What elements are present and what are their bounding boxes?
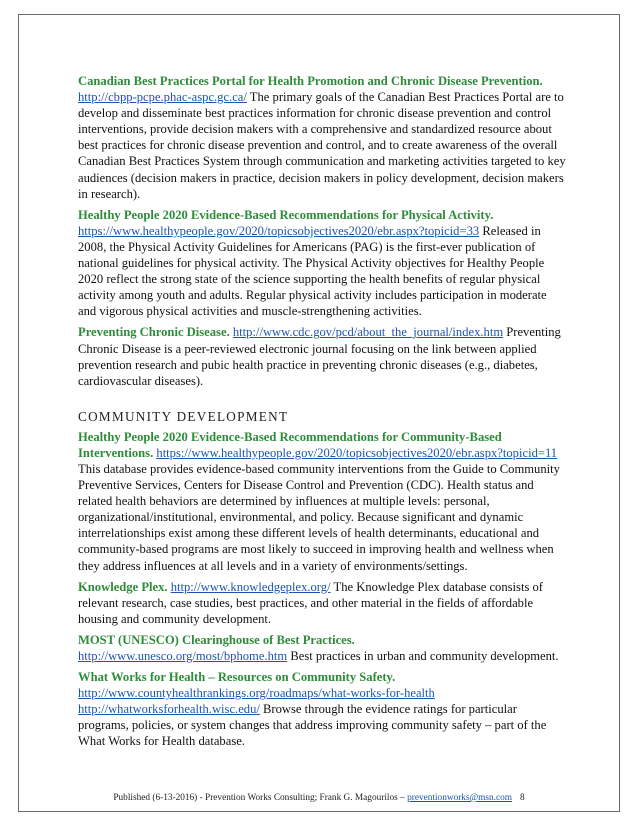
resource-entry-what-works-for-health: What Works for Health – Resources on Community Safety. http://www.countyhealthrankings.org/roadmaps/what-works-for-health http://whatworksforhealth.wisc.edu/ Browse through the evidence ratings for particular programs, policies, or system changes that address improving community safety – part of the What Works for Health database. [78, 670, 547, 749]
document-body [78, 73, 566, 755]
resource-link-secondary[interactable]: http://whatworksforhealth.wisc.edu/ [78, 702, 260, 717]
resource-title: Knowledge Plex [78, 579, 165, 594]
resource-link[interactable]: http://www.cdc.gov/pcd/about_the_journal/index.htm [232, 325, 504, 340]
resource-description: Browse through the evidence ratings for particular programs, policies, or system changes that address improving community safety – part of the What Works for Health database. [78, 702, 547, 749]
resource-entry-hp2020-community: Healthy People 2020 Evidence-Based Recommendations for Community-Based Interventions. https://www.healthypeople.gov/2020/topicsobjectives2020/ebr.aspx?topicid=11 This database provides evidence-based community interventions from the Guide to Community Preventive Services, Centers for Disease Control and Prevention (CDC). Health status and related health behaviors are determined by influences at multiple levels: personal, organizational/institutional, environmental, and policy. Because significant and dynamic interrelationships exist among these different levels of health determinants, educational and community-based programs are most likely to succeed in improving health and wellness when they address influences at all levels and in a variety of environments/settings. [78, 429, 560, 573]
resource-title: What Works for Health – Resources on Community Safety [78, 670, 393, 685]
resource-title: Preventing Chronic Disease [78, 325, 227, 340]
resource-link[interactable]: https://www.healthypeople.gov/2020/topicsobjectives2020/ebr.aspx?topicid=33 [78, 223, 480, 238]
resource-link[interactable]: http://cbpp-pcpe.phac-aspc.gc.ca/ [78, 90, 247, 105]
resource-description: The primary goals of the Canadian Best Practices Portal are to develop and disseminate best practices information for chronic disease prevention and control interventions, provide decision makers with a comprehensive and standardized resource about best practices for chronic disease prevention and control, and to create awareness of the overall Canadian Best Practices System through communication and marketing activities targeted to key audiences (decision makers in practice, decision makers in policy development, decision makers in research). [78, 90, 566, 201]
resource-entry-preventing-chronic-disease: Preventing Chronic Disease. http://www.cdc.gov/pcd/about_the_journal/index.htm Preventing Chronic Disease is a peer-reviewed electronic journal focusing on the link between applied prevention research and pubic health practice in preventing chronic diseases (e.g., diabetes, cardiovascular diseases). [78, 325, 561, 388]
resource-description: Released in 2008, the Physical Activity Guidelines for Americans (PAG) is the first-ever publication of national guidelines for physical activity. The Physical Activity objectives for Healthy People 2020 reflect the strong state of the science supporting the health benefits of regular physical activity among youth and adults. Regular physical activity includes participation in moderate and vigorous physical activities and muscle-strengthening activities. [78, 223, 547, 319]
footer-email-link[interactable]: preventionworks@msn.com [407, 793, 512, 803]
resource-link[interactable]: http://www.countyhealthrankings.org/roadmaps/what-works-for-health [78, 686, 435, 701]
section-heading: COMMUNITY DEVELOPMENT [78, 408, 289, 424]
page-number: 8 [519, 793, 525, 803]
resource-description: This database provides evidence-based community interventions from the Guide to Community Preventive Services, Centers for Disease Control and Prevention (CDC). Health status and related health behaviors are determined by influences at multiple levels: personal, organizational/institutional, environmental, and policy. Because significant and dynamic interrelationships exist among these different levels of health determinants, educational and community-based programs are most likely to succeed in improving health and wellness when they address influences at all levels and in a variety of environments/settings. [78, 461, 560, 573]
resource-link[interactable]: https://www.healthypeople.gov/2020/topicsobjectives2020/ebr.aspx?topicid=11 [156, 445, 558, 460]
resource-title: Healthy People 2020 Evidence-Based Recommendations for Community-Based Interventions [78, 429, 502, 460]
resource-description: Best practices in urban and community development. [287, 649, 559, 663]
resource-title: MOST (UNESCO) Clearinghouse of Best Practices [78, 632, 352, 647]
resource-description: The Knowledge Plex database consists of relevant research, case studies, best practices, and other material in the fields of affordable housing and community development. [78, 579, 543, 626]
page-footer [0, 793, 638, 803]
resource-entry-canadian-portal: Canadian Best Practices Portal for Health Promotion and Chronic Disease Prevention. http://cbpp-pcpe.phac-aspc.gc.ca/ The primary goals of the Canadian Best Practices Portal are to develop and disseminate best practices information for chronic disease prevention and control interventions, provide decision makers with a comprehensive and standardized resource about best practices for chronic disease prevention and control, and to create awareness of the overall Canadian Best Practices System through communication and marketing activities targeted to key audiences (decision makers in practice, decision makers in policy development, decision makers in research). [78, 74, 566, 201]
resource-entry-hp2020-physical-activity: Healthy People 2020 Evidence-Based Recommendations for Physical Activity. https://www.healthypeople.gov/2020/topicsobjectives2020/ebr.aspx?topicid=33 Released in 2008, the Physical Activity Guidelines for Americans (PAG) is the first-ever publication of national guidelines for physical activity. The Physical Activity objectives for Healthy People 2020 reflect the strong state of the science supporting the health benefits of regular physical activity among youth and adults. Regular physical activity includes participation in moderate and vigorous physical activities and muscle-strengthening activities. [78, 207, 547, 319]
resource-entry-most-unesco: MOST (UNESCO) Clearinghouse of Best Practices. http://www.unesco.org/most/bphome.htm Best practices in urban and community development. [78, 632, 559, 663]
resource-title: Healthy People 2020 Evidence-Based Recommendations for Physical Activity [78, 207, 491, 222]
resource-description: Preventing Chronic Disease is a peer-reviewed electronic journal focusing on the link between applied prevention research and pubic health practice in preventing chronic diseases (e.g., diabetes, cardiovascular diseases). [78, 325, 561, 388]
resource-entry-knowledge-plex: Knowledge Plex. http://www.knowledgeplex.org/ The Knowledge Plex database consists of relevant research, case studies, best practices, and other material in the fields of affordable housing and community development. [78, 579, 543, 626]
footer-text: Published (6-13-2016) - Prevention Works Consulting; Frank G. Magourilos – [113, 793, 408, 803]
resource-link[interactable]: http://www.unesco.org/most/bphome.htm [78, 649, 288, 663]
resource-title: Canadian Best Practices Portal for Health Promotion and Chronic Disease Prevention [78, 74, 540, 88]
resource-link[interactable]: http://www.knowledgeplex.org/ [170, 579, 331, 594]
